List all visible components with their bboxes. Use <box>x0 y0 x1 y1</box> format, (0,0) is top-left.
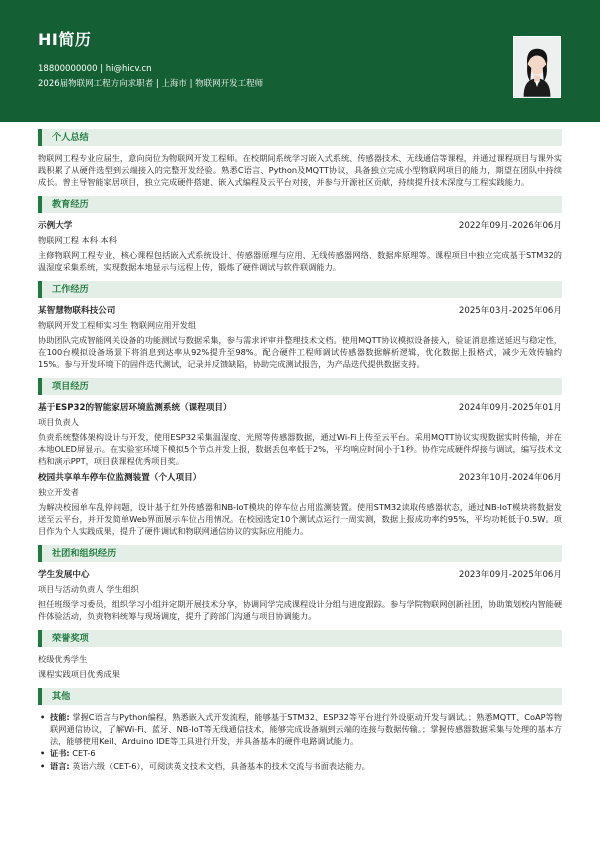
project-name: 基于ESP32的智能家居环境监测系统（课程项目） <box>38 402 232 413</box>
award-item: 课程实践项目优秀成果 <box>38 668 120 679</box>
person-photo-icon <box>514 37 560 97</box>
contact-info: 18800000000 | hi@hicv.cn <box>38 64 152 75</box>
project-desc: 为解决校园单车乱停问题，设计基于红外传感器和NB-IoT模块的停车位占用监测装置。使用STM32读取传感器状态，通过NB-IoT模块将数据发送至云平台，并开发简单Web界面展示车位占用情况。在校园选定10个测试点运行一周实测，数据上报成功率约95%，平均功耗低于0.5W。项目作为个人实践成果，提升了硬件调试和物联网通信协议的实际应用能力。 <box>38 502 562 536</box>
entry-date: 2025年03月-2025年06月 <box>458 305 562 316</box>
section-header <box>38 129 562 146</box>
resume-header <box>0 0 600 122</box>
company-name: 某智慧物联科技公司 <box>38 305 116 316</box>
item-text: 掌握C语言与Python编程，熟悉嵌入式开发流程，能够基于STM32、ESP32等平台进行外设驱动开发与调试。；熟悉MQTT、CoAP等物联网通信协议，了解Wi-Fi、蓝牙、NB-IoT等无线通信技术，能够完成设备端到云端的连接与数据传输。；掌握传感器数据采集与处理的基本方法，能够使用Keil、Arduino IDE等工具进行开发，并具备基本的硬件电路调试能力。 <box>50 711 563 746</box>
summary-text: 物联网工程专业应届生，意向岗位为物联网开发工程师。在校期间系统学习嵌入式系统、传感器技术、无线通信等课程，并通过课程项目与课外实践积累了从硬件选型到云端接入的完整开发经验。熟悉C语言、Python及MQTT协议，具备独立完成小型物联网项目的能力，期望在团队中持续成长。曾主导智能家居项目，独立完成硬件搭建、嵌入式编程及云平台对接，并参与开源社区贡献，持续提升技术深度与工程实践能力。 <box>38 153 563 187</box>
section-title: 其他 <box>52 690 71 702</box>
education-entry <box>38 220 562 274</box>
section-header <box>38 281 562 298</box>
avatar-photo <box>513 36 561 98</box>
project-entry <box>38 472 562 538</box>
section-title: 荣誉奖项 <box>52 632 89 644</box>
activity-desc: 担任班级学习委员，组织学习小组并定期开展技术分享，协调同学完成课程设计分组与进度跟踪。参与学院物联网创新社团，协助策划校内智能硬件体验活动，负责物料统筹与现场调度，提升了跨部门沟通与项目协调能力。 <box>38 599 563 622</box>
work-role: 物联网开发工程师实习生 物联网应用开发组 <box>38 320 197 331</box>
entry-date: 2022年09月-2026年06月 <box>458 220 562 231</box>
summary-section <box>38 129 562 189</box>
work-entry <box>38 305 562 371</box>
resume-body <box>0 129 600 773</box>
job-intent: 2026届物联网工程方向求职者 | 上海市 | 物联网开发工程师 <box>38 78 264 89</box>
section-title: 个人总结 <box>52 131 89 143</box>
entry-date: 2023年09月-2025年06月 <box>458 569 562 580</box>
item-text: 英语六级（CET-6），可阅读英文技术文档，具备基本的技术交流与书面表达能力。 <box>72 761 370 772</box>
section-title: 社团和组织经历 <box>52 547 117 559</box>
project-name: 校园共享单车停车位监测装置（个人项目） <box>38 472 202 483</box>
section-title: 项目经历 <box>52 380 89 392</box>
section-header <box>38 545 562 562</box>
section-header <box>38 688 562 705</box>
project-role: 独立开发者 <box>38 487 79 498</box>
entry-header <box>38 472 562 484</box>
work-desc: 协助团队完成智能网关设备的功能测试与数据采集，参与需求评审并整理技术文档。使用MQTT协议模拟设备接入，验证消息推送延迟与稳定性，在100台模拟设备场景下将消息到达率从92%提升至98%。配合硬件工程师调试传感器数据解析逻辑，优化数据上报格式，减少无效传输约15%。参与开发环境下的固件迭代测试，记录并反馈缺陷，协助完成测试报告，为产品迭代提供数据支持。 <box>38 335 562 369</box>
item-label: 技能: <box>50 711 70 722</box>
project-role: 项目负责人 <box>38 417 79 428</box>
major: 物联网工程 本科 本科 <box>38 235 117 246</box>
awards-section <box>38 630 562 681</box>
entry-header <box>38 569 562 581</box>
item-text: CET-6 <box>72 748 96 759</box>
list-item <box>38 712 562 748</box>
entry-date: 2024年09月-2025年01月 <box>458 402 562 413</box>
item-label: 语言: <box>50 761 70 772</box>
section-header <box>38 378 562 395</box>
list-item <box>38 748 562 760</box>
list-item <box>38 761 562 773</box>
activity-entry <box>38 569 562 623</box>
school-name: 示例大学 <box>38 220 73 231</box>
work-section <box>38 281 562 371</box>
projects-section <box>38 378 562 538</box>
section-header <box>38 630 562 647</box>
section-title: 工作经历 <box>52 283 89 295</box>
section-header <box>38 196 562 213</box>
education-section <box>38 196 562 274</box>
resume-name: HI简历 <box>38 30 92 49</box>
section-title: 教育经历 <box>52 198 89 210</box>
other-list <box>38 712 562 773</box>
entry-header <box>38 305 562 317</box>
award-item: 校级优秀学生 <box>38 653 88 664</box>
project-entry <box>38 402 562 468</box>
entry-header <box>38 402 562 414</box>
org-name: 学生发展中心 <box>38 569 90 580</box>
education-desc: 主修物联网工程专业，核心课程包括嵌入式系统设计、传感器原理与应用、无线传感器网络、数据库原理等。课程项目中独立完成基于STM32的温湿度采集系统，实现数据本地显示与远程上传，锻炼了硬件调试与软件联调能力。 <box>38 250 562 272</box>
item-label: 证书: <box>50 748 70 759</box>
entry-header <box>38 220 562 232</box>
other-section <box>38 688 562 773</box>
entry-date: 2023年10月-2024年06月 <box>458 472 562 483</box>
project-desc: 负责系统整体架构设计与开发，使用ESP32采集温湿度、光照等传感器数据，通过Wi-Fi上传至云平台。采用MQTT协议实现数据实时传输，并在本地OLED屏显示。在实验室环境下模拟5个节点并发上报，数据丢包率低于2%，平均响应时间小于1秒。协作完成硬件焊接与调试，编写技术文档和演示PPT，项目获课程优秀项目奖。 <box>38 432 562 466</box>
activity-role: 项目与活动负责人 学生组织 <box>38 584 139 595</box>
activities-section <box>38 545 562 623</box>
